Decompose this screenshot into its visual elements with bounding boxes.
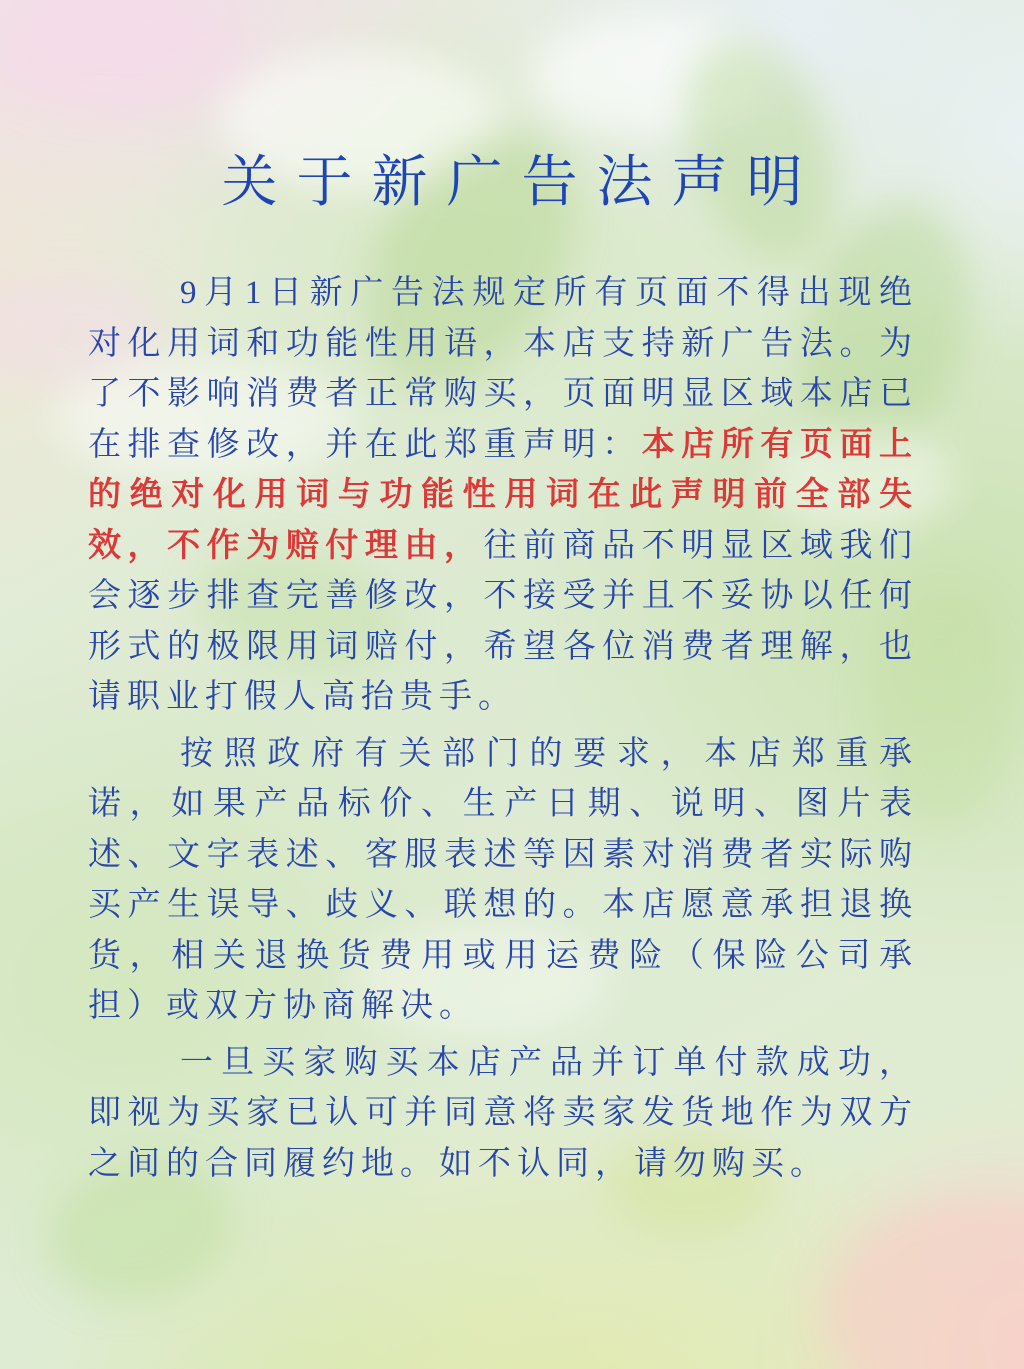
statement-intro-text: 9月1日新广告法规定所有页面不得出现绝对化用词和功能性用语，本店支持新广告法。为了不影响消费者正常购买，页面明显区域本店已在排查修改，并在此郑重声明： xyxy=(88,275,918,463)
paragraph-purchase-terms xyxy=(88,1038,918,1190)
declaration-body xyxy=(88,268,918,1195)
paragraph-commitment xyxy=(88,729,918,1032)
statement-followup-text: 往前商品不明显区域我们会逐步排查完善修改，不接受并且不妥协以任何形式的极限用词赔付，希望各位消费者理解，也请职业打假人高抬贵手。 xyxy=(88,527,919,715)
paragraph-law-statement xyxy=(88,268,918,723)
commitment-text: 按照政府有关部门的要求，本店郑重承诺，如果产品标价、生产日期、说明、图片表述、文字表述、客服表述等因素对消费者实际购买产生误导、歧义、联想的。本店愿意承担退换货，相关退换货费用或用运费险（保险公司承担）或双方协商解决。 xyxy=(88,735,918,1024)
statement-emphasis-text: 本店所有页面上的绝对化用词与功能性用词在此声明前全部失效，不作为赔付理由， xyxy=(88,426,919,564)
page-title: 关于新广告法声明 xyxy=(221,152,822,214)
purchase-terms-text: 一旦买家购买本店产品并订单付款成功，即视为买家已认可并同意将卖家发货地作为双方之间的合同履约地。如不认同，请勿购买。 xyxy=(88,1044,918,1182)
